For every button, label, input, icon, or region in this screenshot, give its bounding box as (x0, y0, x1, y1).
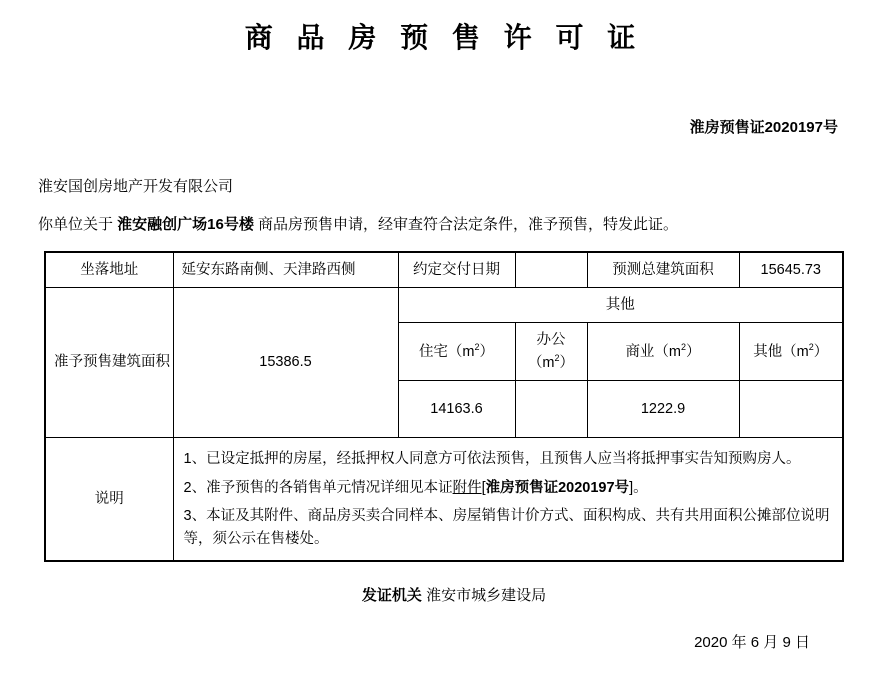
other-header: 其他$(m^2)$ (739, 323, 843, 381)
issuer-label: 发证机关 (361, 587, 422, 605)
note-bracket-close: ]。 (629, 479, 648, 496)
statement-prefix: 你单位关于 (38, 216, 118, 233)
statement-suffix: 商品房预售申请，经审查符合法定条件，准予预售，特发此证。 (253, 216, 679, 233)
approved-area-label: 准予预售建筑面积 (45, 287, 173, 437)
note-item: 1、已设定抵押的房屋，经抵押权人同意方可依法预售，且预售人应当将抵押事实告知预购房人。 (183, 451, 801, 468)
permit-details-table (44, 251, 844, 563)
issuer-name: 淮安市城乡建设局 (426, 587, 547, 605)
notes-cell (173, 438, 843, 561)
note-prefix: 2、准予预售的各销售单元情况详细见本证 (183, 479, 453, 496)
attachment-link[interactable]: 附件 (452, 479, 482, 496)
office-value (515, 381, 587, 438)
statement-project-name: 淮安融创广场16号楼 (117, 216, 254, 233)
table-row (45, 438, 843, 561)
commercial-header: 商业$(m^2)$ (587, 323, 739, 381)
issue-date: 2020 年 6 月 9 日 (694, 634, 810, 652)
total-area-label: 预测总建筑面积 (587, 252, 739, 288)
table-row (45, 287, 843, 322)
other-group-label: 其他 (398, 287, 843, 322)
approved-area-value: 15386.5 (173, 287, 398, 437)
permit-document-page (0, 16, 888, 675)
note-permit-number: 淮房预售证2020197号 (485, 479, 630, 496)
delivery-date-value (515, 252, 587, 288)
location-label: 坐落地址 (45, 252, 173, 288)
note-item (184, 477, 833, 499)
notes-label: 说明 (45, 438, 173, 561)
company-name: 淮安国创房地产开发有限公司 (38, 178, 234, 195)
note-item: 3、本证及其附件、商品房买卖合同样本、房屋销售计价方式、面积构成、共有共用面积公摊部位说明等，须公示在售楼处。 (183, 508, 830, 547)
residential-value: 14163.6 (398, 381, 515, 438)
issuer-line (0, 584, 888, 605)
office-header: 办公$(m^2)$ (515, 323, 587, 381)
total-area-value: 15645.73 (739, 252, 843, 288)
location-value: 延安东路南侧、天津路西侧 (173, 252, 398, 288)
commercial-value: 1222.9 (587, 381, 739, 438)
statement-paragraph (0, 214, 888, 237)
residential-header: 住宅$(m^2)$ (398, 323, 515, 381)
page-title: 商 品 房 预 售 许 可 证 (244, 22, 644, 53)
note-bracket-open: [ (481, 479, 486, 496)
permit-number: 淮房预售证2020197号 (689, 119, 838, 136)
other-value (739, 381, 843, 438)
delivery-date-label: 约定交付日期 (398, 252, 515, 288)
table-row (45, 252, 843, 288)
